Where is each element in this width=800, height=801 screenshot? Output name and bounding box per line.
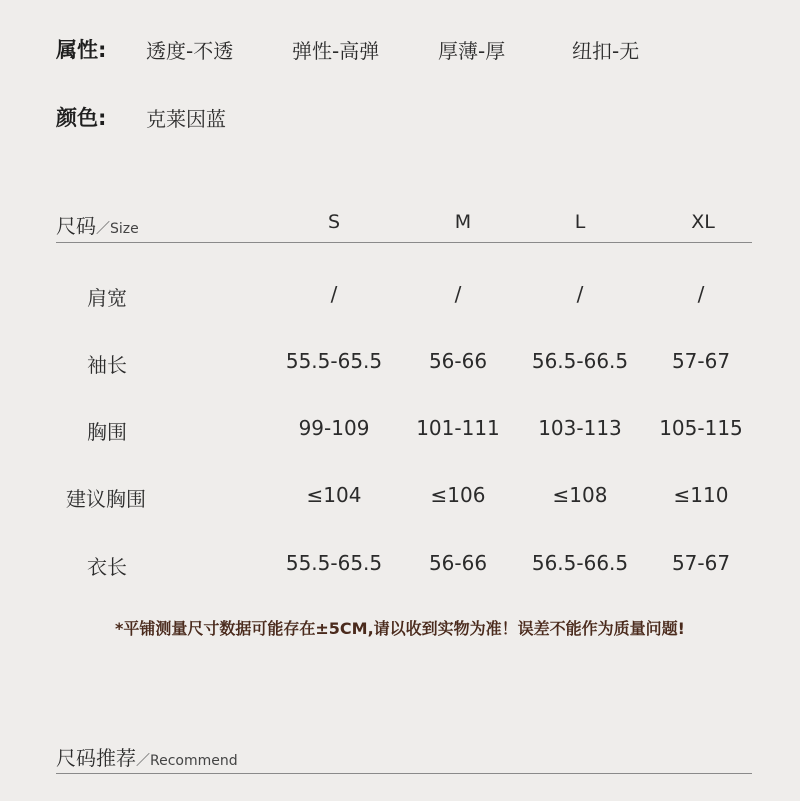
measurement-note: *平铺测量尺寸数据可能存在±5CM,请以收到实物为准！误差不能作为质量问题! xyxy=(115,619,685,638)
table-cell: 101-111 xyxy=(416,416,500,440)
table-cell: 56-66 xyxy=(428,349,488,373)
table-cell: 55.5-65.5 xyxy=(285,551,383,575)
recommend-divider xyxy=(56,773,752,774)
row-label: 衣长 xyxy=(87,555,127,579)
size-header-sep: ／ xyxy=(96,221,110,237)
size-column-l: L xyxy=(574,211,586,233)
table-cell: ≤106 xyxy=(430,483,486,507)
table-cell: ≤104 xyxy=(306,483,362,507)
row-label: 袖长 xyxy=(87,353,127,377)
table-cell: / xyxy=(576,282,584,306)
color-value: 克莱因蓝 xyxy=(146,107,226,131)
table-cell: / xyxy=(454,282,462,306)
size-column-s: S xyxy=(327,211,341,233)
table-cell: 105-115 xyxy=(659,416,743,440)
attribute-item: 透度-不透 xyxy=(146,39,234,63)
attributes-label: 属性: xyxy=(56,38,107,62)
recommend-title-en: Recommend xyxy=(150,753,238,769)
table-cell: ≤108 xyxy=(552,483,608,507)
attribute-item: 厚薄-厚 xyxy=(438,39,506,63)
color-label: 颜色: xyxy=(56,106,107,130)
size-column-xl: XL xyxy=(691,211,715,233)
size-header-en: Size xyxy=(110,221,139,237)
table-cell: 99-109 xyxy=(298,416,370,440)
table-cell: 57-67 xyxy=(671,349,731,373)
table-cell: 57-67 xyxy=(671,551,731,575)
row-label: 建议胸围 xyxy=(66,487,146,511)
recommend-title-cn: 尺码推荐 xyxy=(56,746,136,770)
table-cell: ≤110 xyxy=(673,483,729,507)
row-label: 肩宽 xyxy=(87,286,127,310)
table-cell: / xyxy=(330,282,338,306)
table-cell: / xyxy=(697,282,705,306)
recommend-sep: ／ xyxy=(136,753,150,769)
attribute-item: 弹性-高弹 xyxy=(292,39,380,63)
size-header-cn: 尺码 xyxy=(56,214,96,238)
attribute-item: 纽扣-无 xyxy=(572,39,640,63)
table-cell: 55.5-65.5 xyxy=(285,349,383,373)
size-column-m: M xyxy=(454,211,472,233)
table-cell: 56.5-66.5 xyxy=(531,551,629,575)
size-table-header xyxy=(56,210,139,239)
table-cell: 103-113 xyxy=(538,416,622,440)
table-cell: 56-66 xyxy=(428,551,488,575)
table-cell: 56.5-66.5 xyxy=(531,349,629,373)
header-divider xyxy=(56,242,752,243)
recommend-header xyxy=(56,742,238,771)
row-label: 胸围 xyxy=(87,420,127,444)
